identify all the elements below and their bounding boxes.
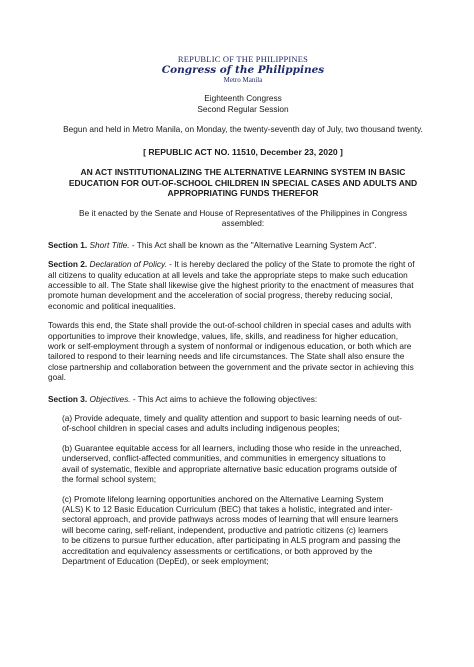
objective-line: sectoral approach, and provide pathways across modes of learning that will ensure learners xyxy=(62,514,399,525)
regular-session: Second Regular Session xyxy=(197,103,289,114)
act-title-line: EDUCATION FOR OUT-OF-SCHOOL CHILDREN IN SPECIAL CASES AND ADULTS AND xyxy=(68,177,418,188)
city-heading: Metro Manila xyxy=(223,76,263,84)
section-1-label: Section 1. xyxy=(48,239,88,250)
section-3-label: Section 3. xyxy=(48,393,88,404)
objective-line: underserved, conflict-affected communities, and communities in emergency situations to xyxy=(62,453,386,464)
objective-line: will become caring, self-reliant, independent, productive and patriotic citizens (c) learners xyxy=(62,524,389,535)
objective-line: (a) Provide adequate, timely and quality attention and support to basic learning needs of out- xyxy=(62,413,402,424)
republic-act-number: [ REPUBLIC ACT NO. 11510, December 23, 2020 ] xyxy=(143,146,343,157)
paragraph-line: goal. xyxy=(48,372,66,383)
section-3-heading: Objectives. xyxy=(89,393,131,404)
section-2-line: all citizens to quality education at all levels and take the appropriate steps to make such education xyxy=(48,269,408,280)
objective-line: the formal school system; xyxy=(62,474,157,485)
section-2-line: promote human development and the acceleration of social progress, thereby reducing social, xyxy=(48,290,393,301)
section-2-heading: Declaration of Policy. xyxy=(89,259,167,270)
objective-line: (ALS) K to 12 Basic Education Curriculum (BEC) that takes a holistic, integrated and inter- xyxy=(62,503,393,514)
objective-line: (b) Guarantee equitable access for all learners, including those who reside in the unreached, xyxy=(62,442,402,453)
section-1-heading: Short Title. xyxy=(89,239,130,250)
paragraph-line: tailored to respond to their learning needs and life circumstances. The State shall also ensure the xyxy=(48,351,405,362)
document-page xyxy=(0,54,474,667)
objective-line: accreditation and equivalency assessments or certifications, or both approved by the xyxy=(62,545,373,556)
enacting-line: assembled: xyxy=(221,218,265,229)
letterhead xyxy=(48,54,438,85)
republic-heading: REPUBLIC OF THE PHILIPPINES xyxy=(177,54,309,64)
objective-line: of-school children in special cases and adults including indigenous peoples; xyxy=(62,423,340,434)
objective-line: to be citizens to pursue further education, after participating in ALS program and passing the xyxy=(62,535,401,546)
section-2-label: Section 2. xyxy=(48,259,88,270)
paragraph-line: close partnership and collaboration between the government and the private sector in achieving this xyxy=(48,361,414,372)
enacting-line: Be it enacted by the Senate and House of Representatives of the Philippines in Congress xyxy=(79,207,407,218)
objective-a xyxy=(62,413,438,434)
objective-line: (c) Promote lifelong learning opportunities anchored on the Alternative Learning System xyxy=(62,493,384,504)
section-2 xyxy=(48,259,438,311)
objective-line: Department of Education (DepEd), or seek employment; xyxy=(62,555,269,566)
section-2-first-line xyxy=(48,259,438,269)
objective-c xyxy=(62,494,438,567)
paragraph-line: Towards this end, the State shall provide the out-of-school children in special cases and adults with xyxy=(48,320,411,331)
section-2-paragraph-2 xyxy=(48,320,438,382)
section-2-line: accessible to all. The State shall likewise give the highest priority to the enactment of measures that xyxy=(48,280,414,290)
objective-line: avail of systematic, flexible and appropriate alternative basic education programs outside of xyxy=(62,463,397,474)
section-3 xyxy=(48,394,438,404)
section-2-line: economic and political inequalities. xyxy=(48,300,176,311)
paragraph-line: work or self-employment through a system of nonformal or indigenous education, or both which are xyxy=(48,341,412,352)
session-info xyxy=(48,93,438,114)
objective-b xyxy=(62,443,438,485)
section-1-text: - This Act shall be known as the "Alternative Learning System Act". xyxy=(131,239,377,250)
paragraph-line: opportunities to improve their knowledge, values, life, skills, and readiness for higher education, xyxy=(48,330,399,341)
congress-heading: Congress of the Philippines xyxy=(161,64,325,76)
section-3-text: - This Act aims to achieve the following objectives: xyxy=(132,393,318,404)
act-title xyxy=(48,167,438,199)
section-2-text: - It is hereby declared the policy of the State to promote the right of xyxy=(169,259,415,270)
act-title-line: AN ACT INSTITUTIONALIZING THE ALTERNATIVE LEARNING SYSTEM IN BASIC xyxy=(80,167,406,177)
begun-statement: Begun and held in Metro Manila, on Monday, the twenty-seventh day of July, two thousand twenty. xyxy=(63,124,423,134)
enacting-clause xyxy=(48,208,438,229)
act-title-line: APPROPRIATING FUNDS THEREFOR xyxy=(167,188,319,199)
congress-number: Eighteenth Congress xyxy=(204,93,282,103)
section-1 xyxy=(48,240,438,250)
